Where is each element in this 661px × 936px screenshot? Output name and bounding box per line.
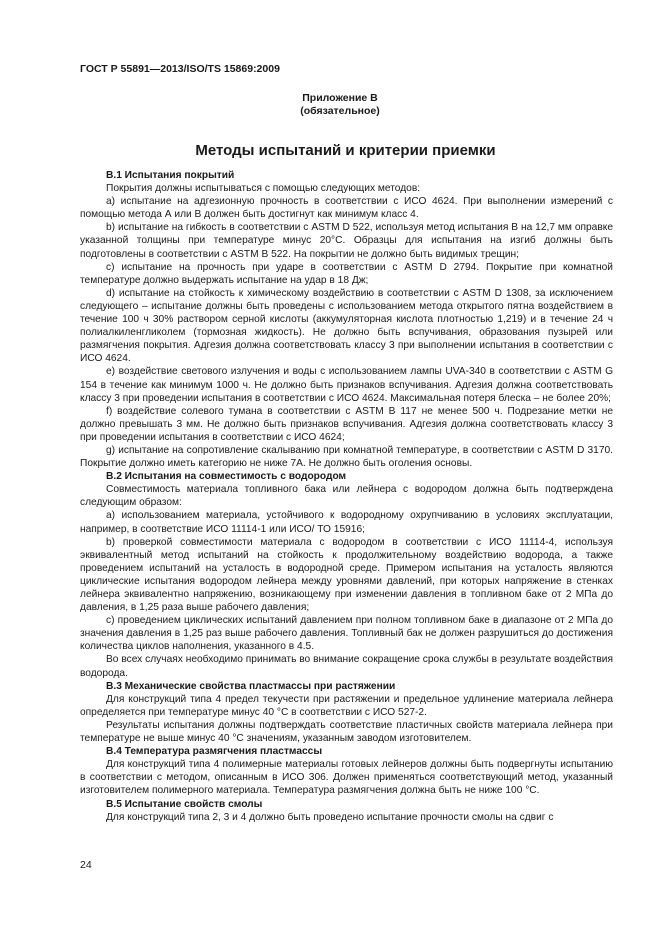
section-heading: В.5 Испытание свойств смолы: [106, 798, 263, 810]
paragraph: Во всех случаях необходимо принимать во внимание сокращение срока службы в результате воздействия водорода.: [80, 654, 613, 679]
paragraph: Совместимость материала топливного бака или лейнера с водородом должна быть подтверждена следующим образом:: [80, 484, 613, 509]
paragraph: c) проведением циклических испытаний давлением при полном топливном баке в диапазоне от 2 МПа до значения давления в 1,25 раз выше рабочего давления. Топливный бак не должен разрушиться до достижения количества циклов наполнения, указанного в 4.5.: [80, 615, 613, 653]
paragraph: b) испытание на гибкость в соответствии с ASTM D 522, используя метод испытания В на 12,7 мм оправке указанной толщины при температуре минус 20°C. Образцы для испытания на изгиб должны быть подготовлены в соответствии с ASTM В 522. На покрытии не должно быть видимых трещин;: [80, 222, 613, 260]
paragraph: g) испытание на сопротивление скалыванию при комнатной температуре, в соответствии с ASTM D 3170. Покрытие должно иметь категорию не ниже 7А. Не должно быть оголения основы.: [80, 444, 613, 470]
section-heading: В.2 Испытания на совместимость с водородом: [106, 471, 347, 483]
section-heading: В.3 Механические свойства пластмассы при растяжении: [106, 680, 396, 692]
paragraph: Для конструкций типа 4 полимерные материалы готовых лейнеров должны быть подвергнуты испытанию в соответствии с методом, описанным в ИСО 306. Должен применяться соответствующий метод, указанный изготовителем полимерного материала. Температура размягчения должна быть не ниже 100 °C.: [80, 759, 613, 797]
section-heading: В.1 Испытания покрытий: [106, 170, 235, 181]
annex-note: (обязательное): [300, 105, 380, 117]
paragraph: Для конструкций типа 4 предел текучести при растяжении и предельное удлинение материала лейнера определяется при температуре минус 40 °C в соответствии с ИСО 527-2.: [80, 693, 613, 718]
document-body: [80, 169, 613, 824]
paragraph: d) испытание на стойкость к химическому воздействию в соответствии с ASTM D 1308, за исключением следующего – испытание должны быть проведены с использованием метода открытого пятна воздействием в течение 100 ч 30% раствором серной кислоты (аккумуляторная кислота плотностью 1,219) и в течение 24 ч полиалкиленгликолем (тормозная жидкость). Не должно быть вспучивания, образования пузырей или размягчения покрытия. Адгезия должна соответствовать классу 3 при выполнении испытания в соответствии с ИСО 4624.: [80, 287, 613, 365]
paragraph: Результаты испытания должны подтверждать соответствие пластичных свойств материала лейнера при температуре не выше минус 40 °C значениям, указанным заводом изготовителем.: [80, 719, 613, 745]
document-header: ГОСТ Р 55891—2013/ISO/TS 15869:2009: [80, 63, 280, 75]
paragraph: f) воздействие солевого тумана в соответствии с ASTM В 117 не менее 500 ч. Подрезание метки не должно превышать 3 мм. Не должно быть признаков вспучивания. Адгезия должна соответствовать классу 3 при проведении испытания в соответствии с ИСО 4624;: [80, 405, 613, 443]
paragraph: Для конструкций типа 2, 3 и 4 должно быть проведено испытание прочности смолы на сдвиг с: [106, 811, 554, 823]
paragraph: a) использованием материала, устойчивого к водородному охрупчиванию в условиях эксплуатации, например, в соответствие ИСО 11114-1 или ИСО/ ТО 15916;: [80, 510, 613, 535]
paragraph: b) проверкой совместимости материала с водородом в соответствии с ИСО 11114-4, используя эквивалентный метод испытаний на стойкость к продолжительному воздействию водорода, а также проведением испытаний на усталость в водородной среде. Примером испытания на усталость являются циклические испытания водородом лейнера между уровнями давлений, при которых напряжение в стенках лейнера эквивалентно напряжению, возникающему при изменении давления в топливном баке от 2 МПа до давления, в 1,25 раза выше рабочего давления;: [80, 536, 613, 614]
paragraph: a) испытание на адгезионную прочность в соответствии с ИСО 4624. При выполнении измерений с помощью метода А или В должен быть достигнут как минимум класс 4.: [80, 196, 613, 221]
paragraph: c) испытание на прочность при ударе в соответствии с ASTM D 2794. Покрытие при комнатной температуре должно выдержать испытание на удар в 18 Дж;: [80, 261, 613, 286]
paragraph: Покрытия должны испытываться с помощью следующих методов:: [106, 183, 421, 195]
page-title: Методы испытаний и критерии приемки: [195, 142, 496, 159]
annex-label: [285, 92, 395, 118]
paragraph: e) воздействие светового излучения и воды с использованием лампы UVA-340 в соответствии с ASTM G 154 в течение как минимум 1000 ч. Не должно быть признаков вспучивания. Адгезия должна соответствовать классу 3 при проведении испытания в соответствии с ИСО 4624. Максимальная потеря блеска – не более 20%;: [80, 366, 613, 404]
section-heading: В.4 Температура размягчения пластмассы: [106, 746, 323, 758]
page-number: 24: [80, 859, 92, 871]
annex-title: Приложение В: [302, 92, 378, 104]
